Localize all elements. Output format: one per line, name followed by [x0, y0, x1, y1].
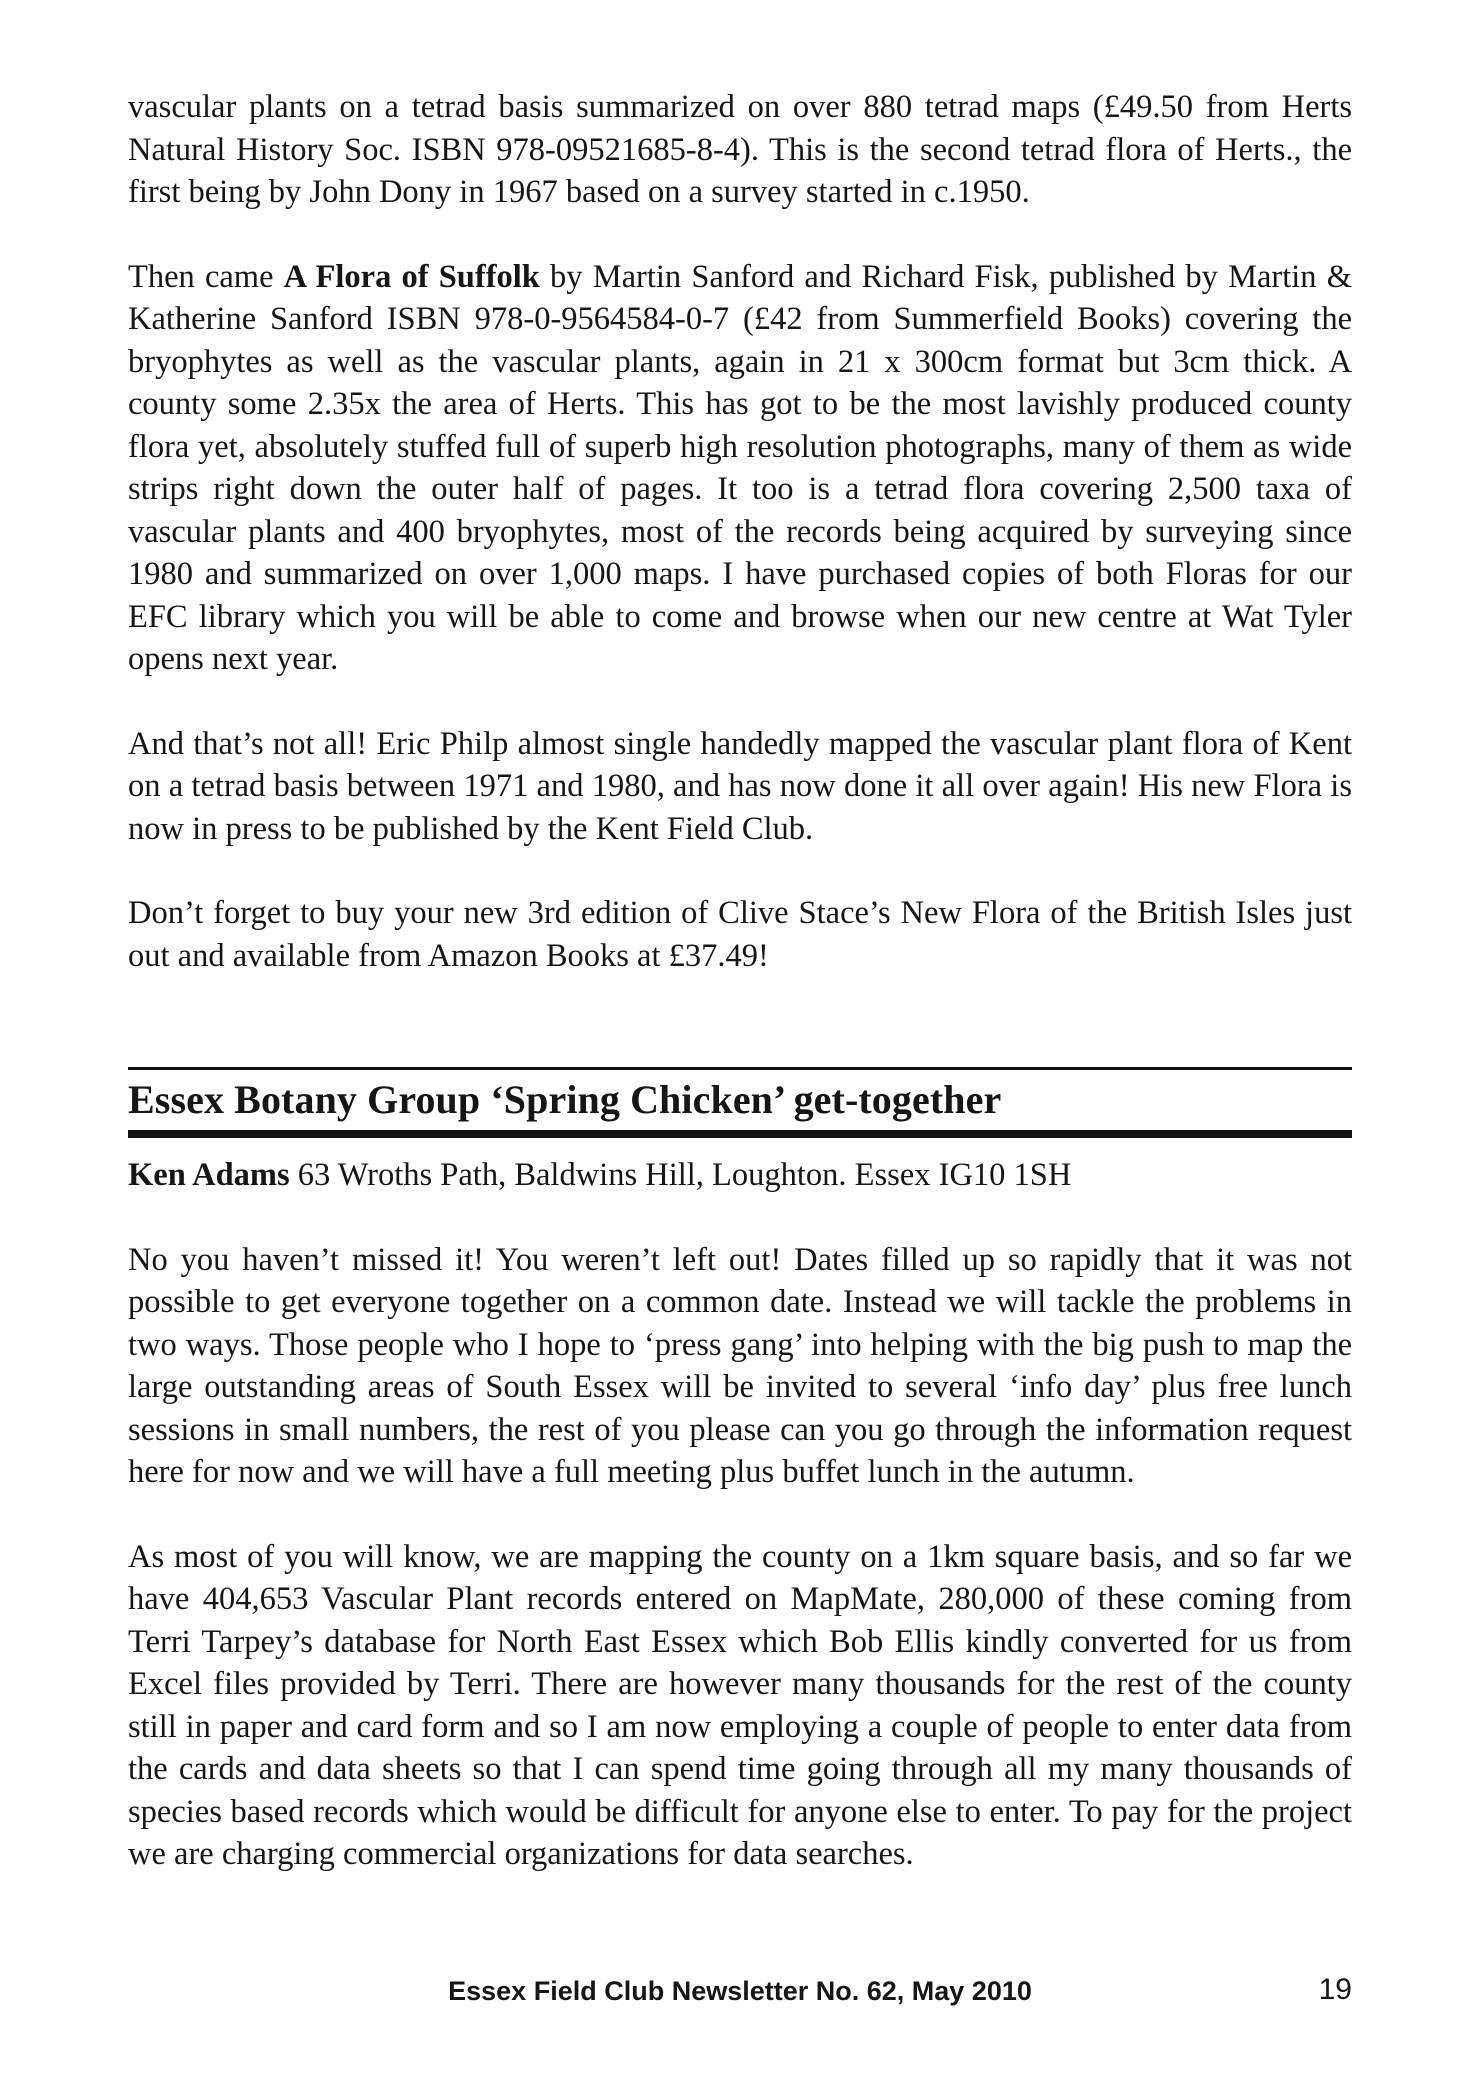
paragraph-mapping-records: As most of you will know, we are mapping the county on a 1km square basis, and so far we have 404,653 Vascular Plant records entered on MapMate, 280,000 of these coming from Terri Tarpey’s database for North East Essex which Bob Ellis kindly converted for us from Excel files provided by Terri. There are however many thousands for the rest of the county still in paper and card form and so I am now employing a couple of people to enter data from the cards and data sheets so that I can spend time going through all my many thousands of species based records which would be difficult for anyone else to enter. To pay for the project we are charging commercial organizations for data searches.: [128, 1538, 1352, 1872]
section-rule-top: [128, 1067, 1352, 1070]
section-heading: Essex Botany Group ‘Spring Chicken’ get-together: [128, 1077, 1002, 1122]
paragraph-kent-flora: And that’s not all! Eric Philp almost single handedly mapped the vascular plant flora of Kent on a tetrad basis between 1971 and 1980, and has now done it all over again! His new Flora is now in press to be published by the Kent Field Club.: [128, 725, 1352, 847]
page-number: 19: [1318, 1973, 1352, 2006]
author-line: [128, 1154, 1352, 1197]
author-name: Ken Adams: [128, 1157, 290, 1193]
page-body: [128, 86, 1352, 1876]
book-title-flora-of-suffolk: A Flora of Suffolk: [283, 258, 540, 295]
paragraph-herts-flora: vascular plants on a tetrad basis summarized on over 880 tetrad maps (£49.50 from Herts Natural History Soc. ISBN 978-09521685-8-4). This is the second tetrad flora of Herts., the first being by John Dony in 1967 based on a survey started in c.1950.: [128, 89, 1352, 210]
paragraph-spring-chicken: No you haven’t missed it! You weren’t left out! Dates filled up so rapidly that it was not possible to get everyone together on a common date. Instead we will tackle the problems in two ways. Those people who I hope to ‘press gang’ into helping with the big push to map the large outstanding areas of South Essex will be invited to several ‘info day’ plus free lunch sessions in small numbers, the rest of you please can you go through the information request here for now and we will have a full meeting plus buffet lunch in the autumn.: [128, 1241, 1352, 1490]
paragraph-suffolk-flora: [128, 256, 1352, 681]
paragraph-suffolk-body: by Martin Sanford and Richard Fisk, published by Martin & Katherine Sanford ISBN 978-0-9564584-0-7 (£42 from Summerfield Books) covering the bryophytes as well as the vascular plants, again in 21 x 300cm format but 3cm thick. A county some 2.35x the area of Herts. This has got to be the most lavishly produced county flora yet, absolutely stuffed full of superb high resolution photographs, many of them as wide strips right down the outer half of pages. It too is a tetrad flora covering 2,500 taxa of vascular plants and 400 bryophytes, most of the records being acquired by surveying since 1980 and summarized on over 1,000 maps. I have purchased copies of both Floras for our EFC library which you will be able to come and browse when our new centre at Wat Tyler opens next year.: [128, 258, 1352, 677]
section-rule-bottom: [128, 1130, 1352, 1138]
footer-newsletter-title: Essex Field Club Newsletter No. 62, May 2010: [448, 1976, 1032, 2006]
paragraph-suffolk-intro: Then came: [128, 258, 284, 295]
author-address: 63 Wroths Path, Baldwins Hill, Loughton. Essex IG10 1SH: [289, 1157, 1072, 1193]
paragraph-stace-flora: Don’t forget to buy your new 3rd edition of Clive Stace’s New Flora of the British Isles just out and available from Amazon Books at £37.49!: [128, 895, 1352, 974]
